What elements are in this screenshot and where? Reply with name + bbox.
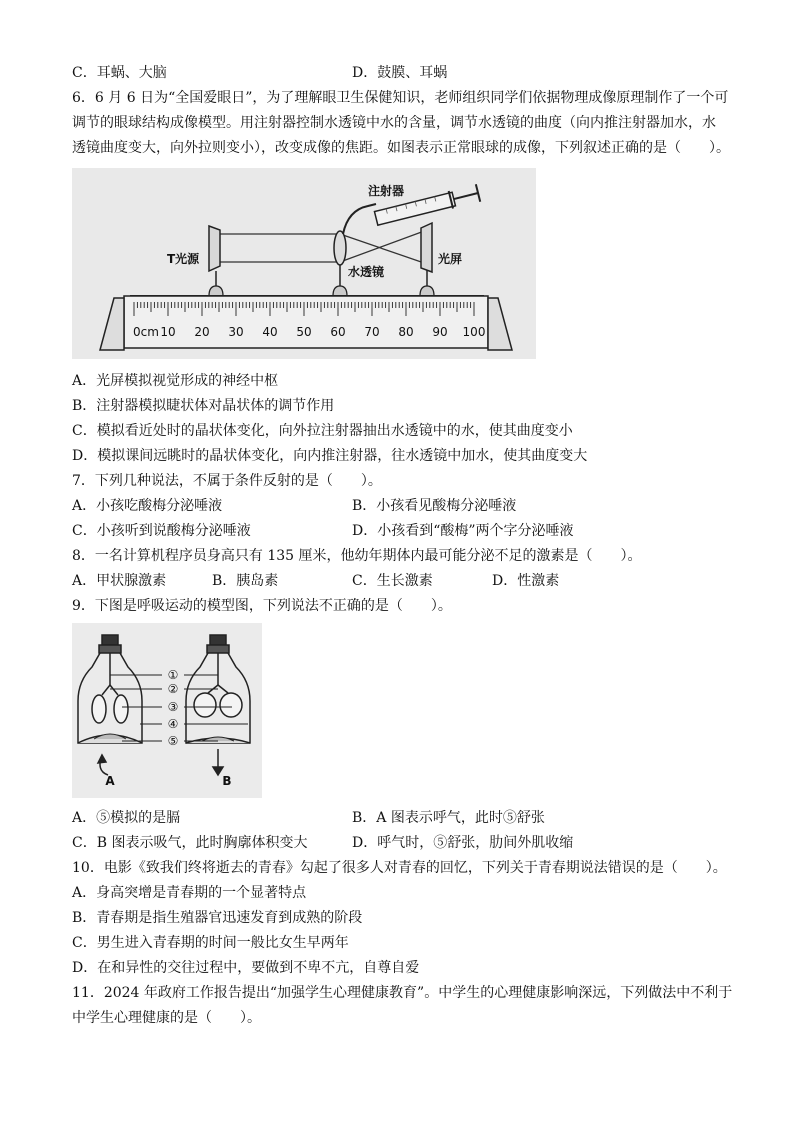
ruler-label: 20 (194, 325, 210, 339)
ruler-label: 40 (262, 325, 278, 339)
q8-option-a: A．甲状腺激素 (72, 573, 167, 589)
ruler-label: 50 (296, 325, 312, 339)
light-source-label: T光源 (167, 252, 200, 266)
ruler-label: 30 (228, 325, 244, 339)
q6-stem-line2: 调节的眼球结构成像模型。用注射器控制水透镜中水的含量，调节水透镜的曲度（向内推注射器加水，水 (72, 115, 716, 131)
q5-option-c: C．耳蜗、大脑 (72, 65, 167, 81)
q10-option-a: A．身高突增是青春期的一个显著特点 (72, 885, 307, 901)
ruler-label: 80 (398, 325, 414, 339)
ruler-label: 10 (160, 325, 176, 339)
q10-stem: 10．电影《致我们终将逝去的青春》勾起了很多人对青春的回忆，下列关于青春期说法错误的是（ ）。 (72, 860, 727, 876)
q11-stem-line2: 中学生心理健康的是（ ）。 (72, 1010, 261, 1026)
q9-option-c: C．B 图表示吸气，此时胸廓体积变大 (72, 835, 308, 851)
q9-stem: 9．下图是呼吸运动的模型图，下列说法不正确的是（ ）。 (72, 598, 452, 614)
ruler-label: 0cm (133, 325, 159, 339)
eye-model-figure (72, 168, 536, 359)
q10-option-b: B．青春期是指生殖器官迅速发育到成熟的阶段 (72, 910, 363, 926)
q10-option-c: C．男生进入青春期的时间一般比女生早两年 (72, 935, 349, 951)
label-3: ③ (167, 700, 179, 714)
q8-option-d: D．性激素 (492, 573, 560, 589)
label-1: ① (167, 668, 179, 682)
syringe-label: 注射器 (368, 184, 405, 198)
q9-option-d: D．呼气时，⑤舒张，肋间外肌收缩 (352, 835, 574, 851)
breathing-model-figure (72, 623, 262, 798)
q9-option-b: B．A 图表示呼气，此时⑤舒张 (352, 810, 545, 826)
q8-option-c: C．生长激素 (352, 573, 433, 589)
q11-stem-line1: 11．2024 年政府工作报告提出“加强学生心理健康教育”。中学生的心理健康影响深远，下列做法中不利于 (72, 985, 733, 1001)
q6-option-c: C．模拟看近处时的晶状体变化，向外拉注射器抽出水透镜中的水，使其曲度变小 (72, 423, 573, 439)
q8-stem: 8．一名计算机程序员身高只有 135 厘米，他幼年期体内最可能分泌不足的激素是（ ）。 (72, 548, 642, 564)
q6-option-d: D．模拟课间远眺时的晶状体变化，向内推注射器，往水透镜中加水，使其曲度变大 (72, 448, 588, 464)
label-2: ② (167, 682, 179, 696)
q8-option-b: B．胰岛素 (212, 573, 279, 589)
ruler-label: 100 (462, 325, 486, 339)
label-4: ④ (167, 717, 179, 731)
q5-option-d: D．鼓膜、耳蜗 (352, 65, 448, 81)
jar-b-label: B (222, 774, 232, 788)
q6-option-a: A．光屏模拟视觉形成的神经中枢 (72, 373, 279, 389)
light-screen-label: 光屏 (438, 252, 463, 266)
q10-option-d: D．在和异性的交往过程中，要做到不卑不亢，自尊自爱 (72, 960, 420, 976)
q7-option-d: D．小孩看到“酸梅”两个字分泌唾液 (352, 523, 574, 539)
water-lens-label: 水透镜 (348, 265, 385, 279)
q6-option-b: B．注射器模拟睫状体对晶状体的调节作用 (72, 398, 335, 414)
label-5: ⑤ (167, 734, 179, 748)
q7-option-b: B．小孩看见酸梅分泌唾液 (352, 498, 517, 514)
q7-stem: 7．下列几种说法，不属于条件反射的是（ ）。 (72, 473, 382, 489)
ruler-label: 70 (364, 325, 380, 339)
q7-option-a: A．小孩吃酸梅分泌唾液 (72, 498, 223, 514)
jar-a-label: A (105, 774, 115, 788)
ruler-label: 90 (432, 325, 448, 339)
optical-bench (100, 296, 512, 350)
ruler-label: 60 (330, 325, 346, 339)
q7-option-c: C．小孩听到说酸梅分泌唾液 (72, 523, 251, 539)
q6-stem-line3: 透镜曲度变大，向外拉则变小），改变成像的焦距。如图表示正常眼球的成像，下列叙述正确的是（ ）。 (72, 140, 730, 156)
q6-stem-line1: 6．6 月 6 日为“全国爱眼日”，为了理解眼卫生保健知识，老师组织同学们依据物理成像原理制作了一个可 (72, 90, 729, 106)
q9-option-a: A．⑤模拟的是膈 (72, 810, 181, 826)
